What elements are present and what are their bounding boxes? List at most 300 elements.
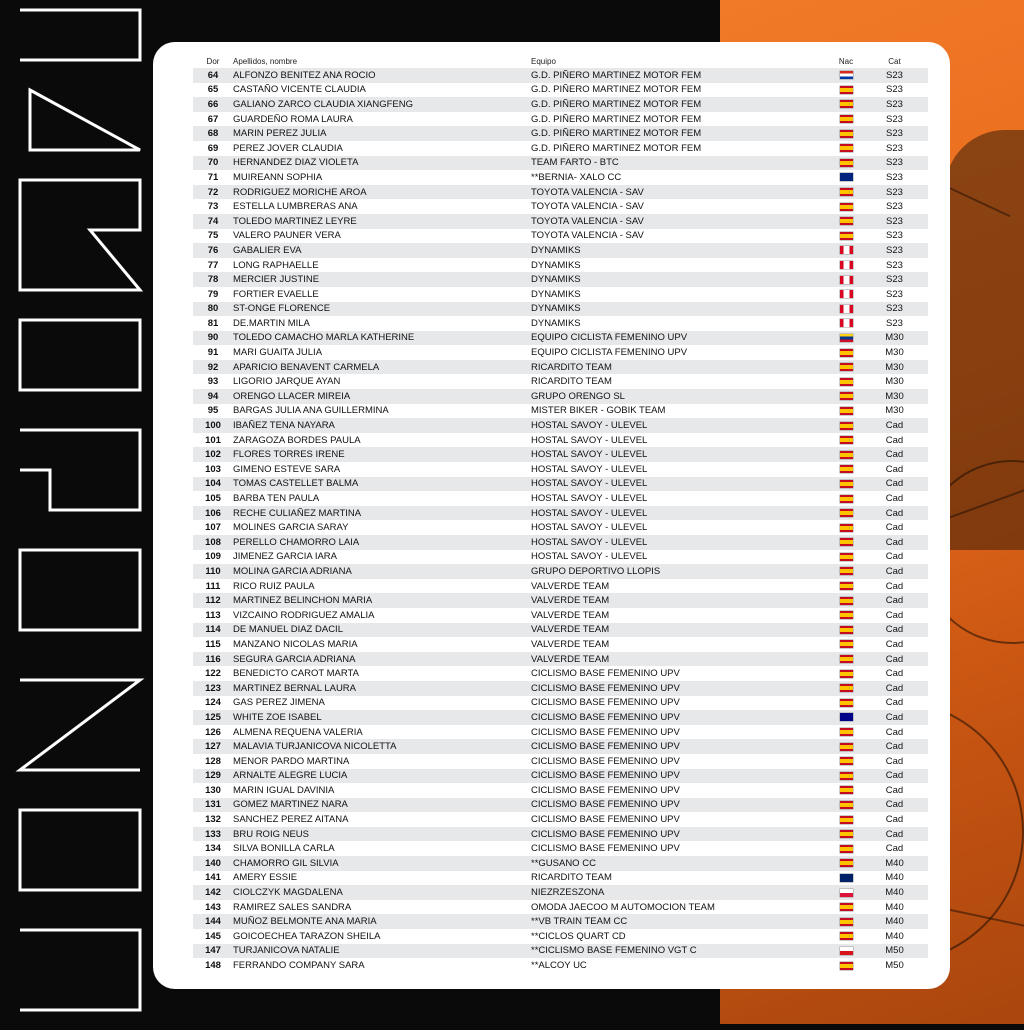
cat-cell: Cad — [861, 506, 928, 521]
nac-cell — [831, 374, 861, 389]
table-row — [193, 331, 928, 346]
name-cell: ARNALTE ALEGRE LUCIA — [233, 769, 531, 784]
nac-cell — [831, 914, 861, 929]
flag-icon — [840, 772, 853, 780]
nac-cell — [831, 214, 861, 229]
team-cell: HOSTAL SAVOY - ULEVEL — [531, 506, 831, 521]
name-cell: GIMENO ESTEVE SARA — [233, 462, 531, 477]
table-row — [193, 798, 928, 813]
cat-cell: Cad — [861, 462, 928, 477]
team-cell: CICLISMO BASE FEMENINO UPV — [531, 783, 831, 798]
flag-icon — [840, 816, 853, 824]
name-cell: GALIANO ZARCO CLAUDIA XIANGFENG — [233, 97, 531, 112]
nac-cell — [831, 258, 861, 273]
cat-cell: Cad — [861, 535, 928, 550]
team-cell: DYNAMIKS — [531, 316, 831, 331]
flag-icon — [840, 728, 853, 736]
table-row — [193, 418, 928, 433]
flag-icon — [840, 319, 853, 327]
nac-cell — [831, 564, 861, 579]
flag-icon — [840, 495, 853, 503]
nac-cell — [831, 856, 861, 871]
team-cell: **GUSANO CC — [531, 856, 831, 871]
cat-cell: S23 — [861, 316, 928, 331]
flag-icon — [840, 480, 853, 488]
flag-icon — [840, 932, 853, 940]
table-row — [193, 170, 928, 185]
flag-icon — [840, 757, 853, 765]
name-cell: MERCIER JUSTINE — [233, 272, 531, 287]
name-cell: ALMENA REQUENA VALERIA — [233, 725, 531, 740]
table-row — [193, 900, 928, 915]
team-cell: G.D. PIÑERO MARTINEZ MOTOR FEM — [531, 97, 831, 112]
name-cell: ST-ONGE FLORENCE — [233, 302, 531, 317]
table-row — [193, 856, 928, 871]
name-cell: MARTINEZ BERNAL LAURA — [233, 681, 531, 696]
team-cell: CICLISMO BASE FEMENINO UPV — [531, 739, 831, 754]
dor-cell: 127 — [193, 739, 233, 754]
header-dor: Dor — [206, 56, 220, 66]
team-cell: HOSTAL SAVOY - ULEVEL — [531, 462, 831, 477]
team-cell: HOSTAL SAVOY - ULEVEL — [531, 535, 831, 550]
team-cell: HOSTAL SAVOY - ULEVEL — [531, 418, 831, 433]
dor-cell: 91 — [193, 345, 233, 360]
name-cell: BENEDICTO CAROT MARTA — [233, 666, 531, 681]
flag-icon — [840, 349, 853, 357]
name-cell: RICO RUIZ PAULA — [233, 579, 531, 594]
flag-icon — [840, 86, 853, 94]
table-row — [193, 841, 928, 856]
table-row — [193, 885, 928, 900]
dor-cell: 76 — [193, 243, 233, 258]
table-row — [193, 83, 928, 98]
nac-cell — [831, 360, 861, 375]
nac-cell — [831, 447, 861, 462]
dor-cell: 80 — [193, 302, 233, 317]
table-row — [193, 302, 928, 317]
name-cell: VALERO PAUNER VERA — [233, 229, 531, 244]
flag-icon — [840, 801, 853, 809]
dor-cell: 79 — [193, 287, 233, 302]
flag-icon — [840, 188, 853, 196]
cat-cell: Cad — [861, 520, 928, 535]
name-cell: BARBA TEN PAULA — [233, 491, 531, 506]
name-cell: BARGAS JULIA ANA GUILLERMINA — [233, 404, 531, 419]
flag-icon — [840, 538, 853, 546]
table-row — [193, 710, 928, 725]
team-cell: VALVERDE TEAM — [531, 579, 831, 594]
cat-cell: M40 — [861, 871, 928, 886]
table-row — [193, 579, 928, 594]
cat-cell: Cad — [861, 725, 928, 740]
team-cell: CICLISMO BASE FEMENINO UPV — [531, 769, 831, 784]
cat-cell: Cad — [861, 593, 928, 608]
flag-icon — [840, 144, 853, 152]
cat-cell: Cad — [861, 696, 928, 711]
table-row — [193, 214, 928, 229]
cat-cell: M30 — [861, 360, 928, 375]
team-cell: VALVERDE TEAM — [531, 608, 831, 623]
table-row — [193, 914, 928, 929]
dor-cell: 106 — [193, 506, 233, 521]
cat-cell: S23 — [861, 170, 928, 185]
name-cell: MOLINA GARCIA ADRIANA — [233, 564, 531, 579]
flag-icon — [840, 670, 853, 678]
name-cell: AMERY ESSIE — [233, 871, 531, 886]
name-cell: FORTIER EVAELLE — [233, 287, 531, 302]
name-cell: RAMIREZ SALES SANDRA — [233, 900, 531, 915]
table-row — [193, 550, 928, 565]
dor-cell: 93 — [193, 374, 233, 389]
cat-cell: Cad — [861, 433, 928, 448]
table-row — [193, 156, 928, 171]
team-cell: G.D. PIÑERO MARTINEZ MOTOR FEM — [531, 126, 831, 141]
nac-cell — [831, 156, 861, 171]
dor-cell: 78 — [193, 272, 233, 287]
nac-cell — [831, 769, 861, 784]
team-cell: HOSTAL SAVOY - ULEVEL — [531, 491, 831, 506]
nac-cell — [831, 520, 861, 535]
cat-cell: Cad — [861, 447, 928, 462]
name-cell: PERELLO CHAMORRO LAIA — [233, 535, 531, 550]
team-cell: HOSTAL SAVOY - ULEVEL — [531, 433, 831, 448]
nac-cell — [831, 739, 861, 754]
cat-cell: Cad — [861, 739, 928, 754]
table-row — [193, 199, 928, 214]
nac-cell — [831, 462, 861, 477]
nac-cell — [831, 666, 861, 681]
dor-cell: 130 — [193, 783, 233, 798]
dor-cell: 111 — [193, 579, 233, 594]
flag-icon — [840, 407, 853, 415]
cat-cell: S23 — [861, 156, 928, 171]
name-cell: LONG RAPHAELLE — [233, 258, 531, 273]
nac-cell — [831, 170, 861, 185]
dor-cell: 75 — [193, 229, 233, 244]
flag-icon — [840, 830, 853, 838]
flag-icon — [840, 115, 853, 123]
nac-cell — [831, 141, 861, 156]
dor-cell: 70 — [193, 156, 233, 171]
cat-cell: M30 — [861, 374, 928, 389]
cat-cell: M30 — [861, 389, 928, 404]
flag-icon — [840, 903, 853, 911]
table-row — [193, 666, 928, 681]
table-row — [193, 258, 928, 273]
cat-cell: S23 — [861, 272, 928, 287]
team-cell: G.D. PIÑERO MARTINEZ MOTOR FEM — [531, 112, 831, 127]
nac-cell — [831, 199, 861, 214]
flag-icon — [840, 874, 853, 882]
name-cell: SANCHEZ PEREZ AITANA — [233, 812, 531, 827]
nac-cell — [831, 535, 861, 550]
dor-cell: 134 — [193, 841, 233, 856]
cat-cell: M40 — [861, 929, 928, 944]
table-row — [193, 929, 928, 944]
dor-cell: 144 — [193, 914, 233, 929]
flag-icon — [840, 509, 853, 517]
cat-cell: S23 — [861, 141, 928, 156]
flag-icon — [840, 918, 853, 926]
flag-icon — [840, 713, 853, 721]
nac-cell — [831, 652, 861, 667]
table-row — [193, 287, 928, 302]
team-cell: DYNAMIKS — [531, 243, 831, 258]
flag-icon — [840, 246, 853, 254]
table-row — [193, 185, 928, 200]
name-cell: GOMEZ MARTINEZ NARA — [233, 798, 531, 813]
table-row — [193, 112, 928, 127]
cat-cell: Cad — [861, 608, 928, 623]
name-cell: GABALIER EVA — [233, 243, 531, 258]
dor-cell: 104 — [193, 477, 233, 492]
dor-cell: 105 — [193, 491, 233, 506]
flag-icon — [840, 363, 853, 371]
cat-cell: S23 — [861, 258, 928, 273]
team-cell: DYNAMIKS — [531, 302, 831, 317]
decorative-outline-lettering — [0, 0, 160, 1030]
team-cell: DYNAMIKS — [531, 258, 831, 273]
flag-icon — [840, 305, 853, 313]
flag-icon — [840, 422, 853, 430]
dor-cell: 147 — [193, 944, 233, 959]
cat-cell: M40 — [861, 900, 928, 915]
dor-cell: 148 — [193, 958, 233, 973]
cat-cell: Cad — [861, 798, 928, 813]
nac-cell — [831, 754, 861, 769]
flag-icon — [840, 947, 853, 955]
table-row — [193, 447, 928, 462]
table-row — [193, 360, 928, 375]
nac-cell — [831, 696, 861, 711]
table-row — [193, 637, 928, 652]
table-row — [193, 754, 928, 769]
dor-cell: 94 — [193, 389, 233, 404]
dor-cell: 143 — [193, 900, 233, 915]
cat-cell: M30 — [861, 345, 928, 360]
header-nac: Nac — [838, 56, 854, 66]
team-cell: CICLISMO BASE FEMENINO UPV — [531, 666, 831, 681]
cat-cell: M50 — [861, 944, 928, 959]
team-cell: CICLISMO BASE FEMENINO UPV — [531, 725, 831, 740]
cat-cell: Cad — [861, 841, 928, 856]
nac-cell — [831, 316, 861, 331]
team-cell: CICLISMO BASE FEMENINO UPV — [531, 827, 831, 842]
team-cell: OMODA JAECOO M AUTOMOCION TEAM — [531, 900, 831, 915]
team-cell: VALVERDE TEAM — [531, 637, 831, 652]
name-cell: ZARAGOZA BORDES PAULA — [233, 433, 531, 448]
name-cell: MOLINES GARCIA SARAY — [233, 520, 531, 535]
cat-cell: Cad — [861, 652, 928, 667]
dor-cell: 71 — [193, 170, 233, 185]
table-row — [193, 944, 928, 959]
nac-cell — [831, 302, 861, 317]
name-cell: DE.MARTIN MILA — [233, 316, 531, 331]
flag-icon — [840, 334, 853, 342]
nac-cell — [831, 637, 861, 652]
team-cell: VALVERDE TEAM — [531, 652, 831, 667]
nac-cell — [831, 433, 861, 448]
cat-cell: Cad — [861, 754, 928, 769]
name-cell: CHAMORRO GIL SILVIA — [233, 856, 531, 871]
flag-icon — [840, 640, 853, 648]
nac-cell — [831, 827, 861, 842]
nac-cell — [831, 126, 861, 141]
table-row — [193, 68, 928, 83]
nac-cell — [831, 389, 861, 404]
team-cell: CICLISMO BASE FEMENINO UPV — [531, 754, 831, 769]
team-cell: MISTER BIKER - GOBIK TEAM — [531, 404, 831, 419]
flag-icon — [840, 71, 853, 79]
cat-cell: S23 — [861, 126, 928, 141]
cat-cell: M50 — [861, 958, 928, 973]
nac-cell — [831, 710, 861, 725]
name-cell: HERNANDEZ DIAZ VIOLETA — [233, 156, 531, 171]
flag-icon — [840, 699, 853, 707]
table-row — [193, 404, 928, 419]
team-cell: G.D. PIÑERO MARTINEZ MOTOR FEM — [531, 68, 831, 83]
team-cell: VALVERDE TEAM — [531, 593, 831, 608]
dor-cell: 74 — [193, 214, 233, 229]
nac-cell — [831, 812, 861, 827]
dor-cell: 90 — [193, 331, 233, 346]
table-row — [193, 739, 928, 754]
cat-cell: S23 — [861, 243, 928, 258]
name-cell: GUARDEÑO ROMA LAURA — [233, 112, 531, 127]
dor-cell: 142 — [193, 885, 233, 900]
nac-cell — [831, 491, 861, 506]
dor-cell: 67 — [193, 112, 233, 127]
nac-cell — [831, 623, 861, 638]
dor-cell: 100 — [193, 418, 233, 433]
cat-cell: Cad — [861, 579, 928, 594]
dor-cell: 132 — [193, 812, 233, 827]
name-cell: MARTINEZ BELINCHON MARIA — [233, 593, 531, 608]
name-cell: MARIN IGUAL DAVINIA — [233, 783, 531, 798]
cat-cell: S23 — [861, 68, 928, 83]
cat-cell: Cad — [861, 666, 928, 681]
dor-cell: 102 — [193, 447, 233, 462]
nac-cell — [831, 944, 861, 959]
team-cell: HOSTAL SAVOY - ULEVEL — [531, 447, 831, 462]
team-cell: TOYOTA VALENCIA - SAV — [531, 229, 831, 244]
flag-icon — [840, 611, 853, 619]
cat-cell: M30 — [861, 331, 928, 346]
cat-cell: S23 — [861, 83, 928, 98]
flag-icon — [840, 203, 853, 211]
table-row — [193, 623, 928, 638]
startlist-card — [153, 42, 950, 989]
name-cell: IBAÑEZ TENA NAYARA — [233, 418, 531, 433]
team-cell: CICLISMO BASE FEMENINO UPV — [531, 710, 831, 725]
name-cell: TOLEDO MARTINEZ LEYRE — [233, 214, 531, 229]
team-cell: TEAM FARTO - BTC — [531, 156, 831, 171]
nac-cell — [831, 68, 861, 83]
name-cell: ALFONZO BENITEZ ANA ROCIO — [233, 68, 531, 83]
team-cell: CICLISMO BASE FEMENINO UPV — [531, 798, 831, 813]
nac-cell — [831, 243, 861, 258]
dor-cell: 122 — [193, 666, 233, 681]
nac-cell — [831, 112, 861, 127]
flag-icon — [840, 465, 853, 473]
nac-cell — [831, 345, 861, 360]
name-cell: MARIN PEREZ JULIA — [233, 126, 531, 141]
nac-cell — [831, 477, 861, 492]
dor-cell: 65 — [193, 83, 233, 98]
flag-icon — [840, 567, 853, 575]
nac-cell — [831, 885, 861, 900]
dor-cell: 140 — [193, 856, 233, 871]
flag-icon — [840, 232, 853, 240]
team-cell: RICARDITO TEAM — [531, 374, 831, 389]
flag-icon — [840, 290, 853, 298]
cat-cell: Cad — [861, 637, 928, 652]
nac-cell — [831, 681, 861, 696]
dor-cell: 113 — [193, 608, 233, 623]
flag-icon — [840, 655, 853, 663]
name-cell: DE MANUEL DIAZ DACIL — [233, 623, 531, 638]
name-cell: GAS PEREZ JIMENA — [233, 696, 531, 711]
name-cell: TOMAS CASTELLET BALMA — [233, 477, 531, 492]
dor-cell: 69 — [193, 141, 233, 156]
nac-cell — [831, 506, 861, 521]
table-row — [193, 652, 928, 667]
team-cell: HOSTAL SAVOY - ULEVEL — [531, 520, 831, 535]
nac-cell — [831, 229, 861, 244]
team-cell: TOYOTA VALENCIA - SAV — [531, 214, 831, 229]
team-cell: G.D. PIÑERO MARTINEZ MOTOR FEM — [531, 141, 831, 156]
dor-cell: 131 — [193, 798, 233, 813]
name-cell: RECHE CULIAÑEZ MARTINA — [233, 506, 531, 521]
nac-cell — [831, 608, 861, 623]
dor-cell: 114 — [193, 623, 233, 638]
team-cell: TOYOTA VALENCIA - SAV — [531, 185, 831, 200]
dor-cell: 112 — [193, 593, 233, 608]
table-row — [193, 725, 928, 740]
team-cell: G.D. PIÑERO MARTINEZ MOTOR FEM — [531, 83, 831, 98]
cat-cell: Cad — [861, 783, 928, 798]
nac-cell — [831, 287, 861, 302]
team-cell: **ALCOY UC — [531, 958, 831, 973]
nac-cell — [831, 958, 861, 973]
table-row — [193, 783, 928, 798]
dor-cell: 115 — [193, 637, 233, 652]
name-cell: PEREZ JOVER CLAUDIA — [233, 141, 531, 156]
cat-cell: Cad — [861, 827, 928, 842]
flag-icon — [840, 261, 853, 269]
team-cell: DYNAMIKS — [531, 272, 831, 287]
flag-icon — [840, 378, 853, 386]
name-cell: BRU ROIG NEUS — [233, 827, 531, 842]
table-row — [193, 374, 928, 389]
table-row — [193, 491, 928, 506]
team-cell: EQUIPO CICLISTA FEMENINO UPV — [531, 331, 831, 346]
dor-cell: 110 — [193, 564, 233, 579]
dor-cell: 126 — [193, 725, 233, 740]
name-cell: MANZANO NICOLAS MARIA — [233, 637, 531, 652]
cat-cell: Cad — [861, 710, 928, 725]
cat-cell: Cad — [861, 769, 928, 784]
table-row — [193, 477, 928, 492]
cat-cell: S23 — [861, 185, 928, 200]
nac-cell — [831, 900, 861, 915]
cat-cell: M40 — [861, 885, 928, 900]
name-cell: ORENGO LLACER MIREIA — [233, 389, 531, 404]
dor-cell: 92 — [193, 360, 233, 375]
startlist-table — [193, 54, 928, 973]
team-cell: **VB TRAIN TEAM CC — [531, 914, 831, 929]
table-row — [193, 126, 928, 141]
